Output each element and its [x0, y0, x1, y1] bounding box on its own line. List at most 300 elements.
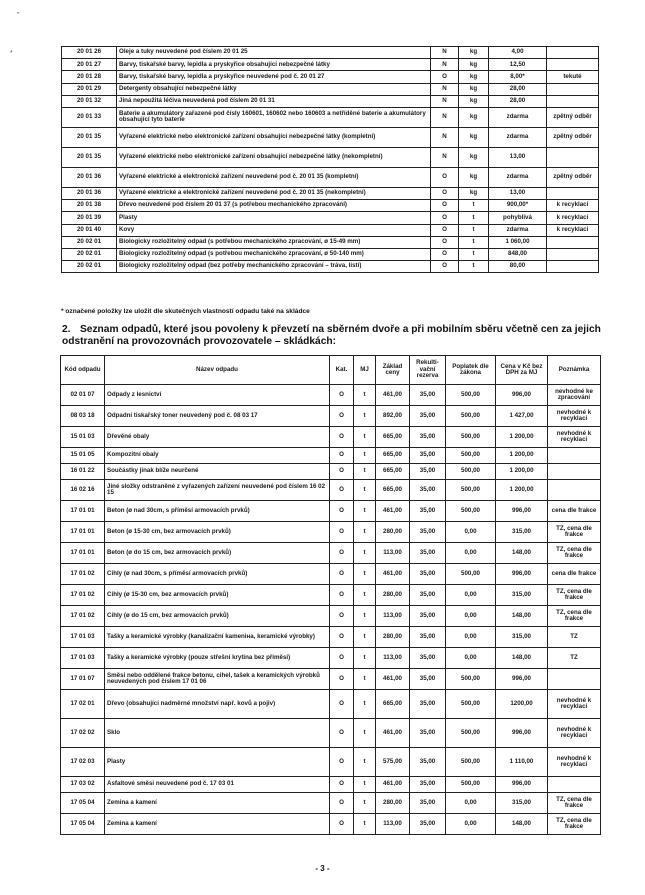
statutory-fee: 500,00 — [446, 480, 496, 501]
table-row — [61, 464, 601, 480]
price-excl-vat: 1 200,00 — [496, 464, 548, 480]
price: 12,50 — [489, 59, 547, 71]
column-header: Název odpadu — [105, 356, 330, 385]
reclamation-reserve: 35,00 — [410, 793, 446, 814]
waste-code: 17 01 01 — [61, 522, 105, 543]
base-price: 665,00 — [376, 480, 410, 501]
statutory-fee: 0,00 — [446, 543, 496, 564]
price-excl-vat: 996,00 — [496, 564, 548, 585]
waste-code: 20 01 35 — [62, 127, 117, 147]
waste-code: 20 01 27 — [62, 59, 117, 71]
table-row — [62, 224, 599, 236]
category: O — [330, 543, 354, 564]
unit: t — [354, 406, 376, 427]
base-price: 665,00 — [376, 464, 410, 480]
reclamation-reserve: 35,00 — [410, 669, 446, 690]
remark — [547, 248, 599, 260]
unit: kg — [459, 107, 489, 127]
table-row — [62, 107, 599, 127]
remark: k recyklaci — [547, 200, 599, 212]
waste-code: 17 01 02 — [61, 606, 105, 627]
table-row — [61, 480, 601, 501]
waste-code: 17 02 01 — [61, 690, 105, 719]
reclamation-reserve: 35,00 — [410, 464, 446, 480]
waste-name: Zemina a kamení — [105, 793, 330, 814]
statutory-fee: 500,00 — [446, 385, 496, 406]
price-excl-vat: 1 427,00 — [496, 406, 548, 427]
unit: t — [459, 261, 489, 273]
statutory-fee: 500,00 — [446, 669, 496, 690]
unit: t — [354, 427, 376, 448]
base-price: 575,00 — [376, 748, 410, 777]
price-excl-vat: 1 110,00 — [496, 748, 548, 777]
statutory-fee: 500,00 — [446, 748, 496, 777]
reclamation-reserve: 35,00 — [410, 690, 446, 719]
waste-code: 17 01 01 — [61, 543, 105, 564]
price: zdarma — [489, 127, 547, 147]
waste-code: 08 03 18 — [61, 406, 105, 427]
waste-code: 20 01 35 — [62, 147, 117, 167]
remark — [547, 59, 599, 71]
remark — [548, 448, 601, 464]
reclamation-reserve: 35,00 — [410, 448, 446, 464]
table-row — [62, 236, 599, 248]
category: O — [431, 261, 459, 273]
waste-name: Cihly (ø do 15 cm, bez armovacích prvků) — [105, 606, 330, 627]
remark: nevhodné k recyklaci — [548, 748, 601, 777]
unit: t — [354, 501, 376, 522]
price-excl-vat: 1200,00 — [496, 690, 548, 719]
unit: kg — [459, 47, 489, 59]
table-row — [61, 501, 601, 522]
waste-name: Detergenty obsahující nebezpečné látky — [117, 83, 431, 95]
category: O — [330, 748, 354, 777]
category: O — [330, 501, 354, 522]
reclamation-reserve: 35,00 — [410, 627, 446, 648]
column-header: Cena v Kč bez DPH za MJ — [496, 356, 548, 385]
statutory-fee: 0,00 — [446, 627, 496, 648]
remark — [547, 261, 599, 273]
waste-name: Plasty — [117, 212, 431, 224]
table-row — [61, 793, 601, 814]
base-price: 113,00 — [376, 543, 410, 564]
remark — [547, 83, 599, 95]
table-row — [62, 248, 599, 260]
remark: TZ, cena dle frakce — [548, 543, 601, 564]
table-row — [61, 585, 601, 606]
category: O — [330, 814, 354, 835]
waste-code: 20 01 33 — [62, 107, 117, 127]
column-header: Základ ceny — [376, 356, 410, 385]
waste-name: Jiné složky odstraněné z vyřazených zařízení neuvedené pod číslem 16 02 15 — [105, 480, 330, 501]
category: O — [330, 406, 354, 427]
statutory-fee: 0,00 — [446, 814, 496, 835]
waste-code: 17 03 02 — [61, 777, 105, 793]
table-row — [61, 814, 601, 835]
price-excl-vat: 315,00 — [496, 585, 548, 606]
remark: cena dle frakce — [548, 501, 601, 522]
table-row — [61, 627, 601, 648]
category: N — [431, 107, 459, 127]
waste-code: 15 01 05 — [61, 448, 105, 464]
table-row — [62, 187, 599, 199]
table-row — [62, 167, 599, 187]
waste-code: 16 02 16 — [61, 480, 105, 501]
reclamation-reserve: 35,00 — [410, 814, 446, 835]
waste-name: Plasty — [105, 748, 330, 777]
price-excl-vat: 996,00 — [496, 385, 548, 406]
remark: TZ — [548, 648, 601, 669]
unit: t — [459, 224, 489, 236]
waste-name: Beton (ø nad 30cm, s příměsí armovacích prvků) — [105, 501, 330, 522]
category: O — [330, 719, 354, 748]
base-price: 280,00 — [376, 627, 410, 648]
waste-name: Barvy, tiskařské barvy, lepidla a pryskyřice neuvedené pod č. 20 01 27 — [117, 71, 431, 83]
base-price: 461,00 — [376, 385, 410, 406]
waste-code: 20 02 01 — [62, 236, 117, 248]
waste-name: Vyřazené elektrické a elektronické zařízení neuvedené pod č. 20 01 35 (nekompletní) — [117, 187, 431, 199]
table-header-row — [61, 356, 601, 385]
category: O — [330, 480, 354, 501]
base-price: 113,00 — [376, 648, 410, 669]
waste-code: 20 01 32 — [62, 95, 117, 107]
waste-code: 20 01 28 — [62, 71, 117, 83]
waste-code: 20 01 29 — [62, 83, 117, 95]
unit: t — [354, 585, 376, 606]
footnote: * označené položky lze uložit dle skutečných vlastností odpadu také na skládce — [61, 308, 310, 315]
reclamation-reserve: 35,00 — [410, 522, 446, 543]
table-row — [61, 543, 601, 564]
waste-name: Součástky jinak blíže neurčené — [105, 464, 330, 480]
price-excl-vat: 1 200,00 — [496, 448, 548, 464]
column-header: Rekulti-vační rezerva — [410, 356, 446, 385]
statutory-fee: 500,00 — [446, 777, 496, 793]
unit: t — [354, 719, 376, 748]
base-price: 461,00 — [376, 501, 410, 522]
table-row — [61, 648, 601, 669]
waste-name: Vyřazené elektrické nebo elektronické zařízení obsahující nebezpečné látky (nekompletní) — [117, 147, 431, 167]
base-price: 461,00 — [376, 719, 410, 748]
category: O — [330, 669, 354, 690]
table-row — [62, 59, 599, 71]
base-price: 280,00 — [376, 585, 410, 606]
waste-name: Zemina a kamení — [105, 814, 330, 835]
statutory-fee: 500,00 — [446, 464, 496, 480]
unit: kg — [459, 167, 489, 187]
category: N — [431, 95, 459, 107]
reclamation-reserve: 35,00 — [410, 501, 446, 522]
price-excl-vat: 148,00 — [496, 606, 548, 627]
category: O — [330, 464, 354, 480]
remark: TZ, cena dle frakce — [548, 585, 601, 606]
remark: TZ, cena dle frakce — [548, 793, 601, 814]
collection-yard-waste-table — [60, 355, 601, 835]
statutory-fee: 500,00 — [446, 690, 496, 719]
table-row — [61, 690, 601, 719]
base-price: 461,00 — [376, 669, 410, 690]
price: 848,00 — [489, 248, 547, 260]
table-row — [61, 606, 601, 627]
reclamation-reserve: 35,00 — [410, 648, 446, 669]
waste-code: 15 01 03 — [61, 427, 105, 448]
column-header: Kód odpadu — [61, 356, 105, 385]
remark: zpětný odběr — [547, 107, 599, 127]
table-row — [61, 448, 601, 464]
unit: kg — [459, 147, 489, 167]
price: 4,00 — [489, 47, 547, 59]
price: zdarma — [489, 107, 547, 127]
remark: nevhodné k recyklaci — [548, 427, 601, 448]
waste-name: Biologicky rozložitelný odpad (bez potřeby mechanického zpracování – tráva, listí) — [117, 261, 431, 273]
remark: k recyklaci — [547, 224, 599, 236]
base-price: 280,00 — [376, 793, 410, 814]
waste-code: 20 01 38 — [62, 200, 117, 212]
unit: kg — [459, 83, 489, 95]
waste-name: Kompozitní obaly — [105, 448, 330, 464]
waste-code: 02 01 07 — [61, 385, 105, 406]
table-row — [61, 719, 601, 748]
waste-name: Jiná nepoužitá léčiva neuvedená pod číslem 20 01 31 — [117, 95, 431, 107]
statutory-fee: 500,00 — [446, 427, 496, 448]
waste-code: 20 01 40 — [62, 224, 117, 236]
waste-code: 20 01 36 — [62, 187, 117, 199]
reclamation-reserve: 35,00 — [410, 777, 446, 793]
table-row — [62, 71, 599, 83]
waste-name: Beton (ø 15-30 cm, bez armovacích prvků) — [105, 522, 330, 543]
category: O — [330, 793, 354, 814]
waste-code: 17 01 02 — [61, 564, 105, 585]
price: 13,00 — [489, 187, 547, 199]
waste-name: Tašky a keramické výrobky (pouze střešní krytina bez příměsí) — [105, 648, 330, 669]
price-excl-vat: 148,00 — [496, 814, 548, 835]
base-price: 665,00 — [376, 690, 410, 719]
category: O — [330, 627, 354, 648]
price-excl-vat: 996,00 — [496, 719, 548, 748]
category: O — [330, 690, 354, 719]
waste-name: Dřevěné obaly — [105, 427, 330, 448]
reclamation-reserve: 35,00 — [410, 385, 446, 406]
waste-code: 20 02 01 — [62, 261, 117, 273]
base-price: 665,00 — [376, 427, 410, 448]
waste-name: Barvy, tiskařské barvy, lepidla a pryskyřice obsahující nebezpečné látky — [117, 59, 431, 71]
waste-name: Biologicky rozložitelný odpad (s potřebou mechanického zpracování, ø 50-140 mm) — [117, 248, 431, 260]
table-row — [61, 522, 601, 543]
table-row — [61, 427, 601, 448]
waste-code: 17 02 02 — [61, 719, 105, 748]
unit: t — [354, 669, 376, 690]
category: N — [431, 47, 459, 59]
price-excl-vat: 315,00 — [496, 627, 548, 648]
waste-code: 20 02 01 — [62, 248, 117, 260]
waste-code: 17 05 04 — [61, 814, 105, 835]
price: 80,00 — [489, 261, 547, 273]
reclamation-reserve: 35,00 — [410, 585, 446, 606]
statutory-fee: 500,00 — [446, 501, 496, 522]
price-excl-vat: 148,00 — [496, 648, 548, 669]
waste-code: 17 01 03 — [61, 648, 105, 669]
remark: cena dle frakce — [548, 564, 601, 585]
price-excl-vat: 1 200,00 — [496, 480, 548, 501]
remark — [547, 95, 599, 107]
base-price: 461,00 — [376, 564, 410, 585]
remark — [547, 147, 599, 167]
remark: TZ, cena dle frakce — [548, 606, 601, 627]
waste-code: 17 01 07 — [61, 669, 105, 690]
table-row — [62, 95, 599, 107]
waste-code: 17 01 02 — [61, 585, 105, 606]
category: N — [431, 127, 459, 147]
statutory-fee: 500,00 — [446, 564, 496, 585]
waste-code: 16 01 22 — [61, 464, 105, 480]
price-excl-vat: 1 200,00 — [496, 427, 548, 448]
unit: t — [354, 793, 376, 814]
price-excl-vat: 315,00 — [496, 522, 548, 543]
category: O — [431, 248, 459, 260]
table-row — [62, 261, 599, 273]
remark: tekuté — [547, 71, 599, 83]
unit: t — [354, 748, 376, 777]
table-row — [62, 127, 599, 147]
remark — [547, 236, 599, 248]
category: O — [330, 606, 354, 627]
reclamation-reserve: 35,00 — [410, 748, 446, 777]
unit: t — [354, 690, 376, 719]
category: N — [431, 83, 459, 95]
price: 28,00 — [489, 83, 547, 95]
remark: zpětný odběr — [547, 167, 599, 187]
category: O — [330, 648, 354, 669]
category: O — [431, 212, 459, 224]
price: pohyblivá — [489, 212, 547, 224]
table-row — [62, 147, 599, 167]
waste-name: Biologicky rozložitelný odpad (s potřebou mechanického zpracování, ø 15-49 mm) — [117, 236, 431, 248]
price: 900,00* — [489, 200, 547, 212]
unit: t — [459, 200, 489, 212]
statutory-fee: 0,00 — [446, 793, 496, 814]
waste-name: Směsi nebo oddělené frakce betonu, cihel, tašek a keramických výrobků neuvedených pod číslem 17 01 06 — [105, 669, 330, 690]
table-row — [62, 83, 599, 95]
column-header: Poznámka — [548, 356, 601, 385]
statutory-fee: 0,00 — [446, 522, 496, 543]
unit: t — [354, 480, 376, 501]
unit: t — [354, 564, 376, 585]
base-price: 113,00 — [376, 606, 410, 627]
category: O — [330, 777, 354, 793]
column-header: MJ — [354, 356, 376, 385]
statutory-fee: 500,00 — [446, 406, 496, 427]
waste-code: 20 01 36 — [62, 167, 117, 187]
unit: kg — [459, 71, 489, 83]
waste-name: Cihly (ø 15-30 cm, bez armovacích prvků) — [105, 585, 330, 606]
page-number: - 3 - — [315, 864, 330, 873]
category: O — [431, 187, 459, 199]
reclamation-reserve: 35,00 — [410, 406, 446, 427]
waste-name: Odpadní tiskařský toner neuvedený pod č. 08 03 17 — [105, 406, 330, 427]
waste-code: 20 01 26 — [62, 47, 117, 59]
table-row — [62, 47, 599, 59]
waste-code: 17 02 03 — [61, 748, 105, 777]
unit: t — [354, 648, 376, 669]
table-row — [61, 564, 601, 585]
category: N — [431, 147, 459, 167]
column-header: Kat. — [330, 356, 354, 385]
unit: t — [354, 777, 376, 793]
category: O — [330, 427, 354, 448]
margin-mark: * — [10, 50, 13, 57]
waste-name: Asfaltové směsi neuvedené pod č. 17 03 01 — [105, 777, 330, 793]
waste-name: Tašky a keramické výrobky (kanalizační kameniна, keramické výrobky) — [105, 627, 330, 648]
unit: t — [354, 448, 376, 464]
unit: t — [354, 464, 376, 480]
unit: t — [354, 543, 376, 564]
remark: TZ, cena dle frakce — [548, 522, 601, 543]
table-row — [62, 200, 599, 212]
category: O — [431, 167, 459, 187]
remark — [548, 669, 601, 690]
price: 1 060,00 — [489, 236, 547, 248]
category: O — [330, 385, 354, 406]
waste-name: Kovy — [117, 224, 431, 236]
remark: nevhodné k recyklaci — [548, 406, 601, 427]
section-title: Seznam odpadů, které jsou povoleny k převzetí na sběrném dvoře a při mobilním sběru včetně cen za jejich odstranění na provozovnách provozovatele – skládkách: — [62, 324, 601, 347]
price-excl-vat: 315,00 — [496, 793, 548, 814]
section-number: 2. — [62, 324, 71, 335]
table-row — [61, 669, 601, 690]
section-heading — [62, 324, 602, 347]
price-excl-vat: 148,00 — [496, 543, 548, 564]
base-price: 113,00 — [376, 814, 410, 835]
category: O — [431, 236, 459, 248]
reclamation-reserve: 35,00 — [410, 606, 446, 627]
remark: k recyklaci — [547, 212, 599, 224]
margin-mark: " — [17, 12, 20, 19]
waste-code: 17 05 04 — [61, 793, 105, 814]
waste-name: Vyřazené elektrické a elektronické zařízení neuvedené pod č. 20 01 35 (kompletní) — [117, 167, 431, 187]
category: O — [330, 585, 354, 606]
waste-name: Oleje a tuky neuvedené pod číslem 20 01 25 — [117, 47, 431, 59]
unit: t — [354, 606, 376, 627]
table-row — [61, 748, 601, 777]
unit: t — [354, 385, 376, 406]
statutory-fee: 0,00 — [446, 585, 496, 606]
remark: TZ, cena dle frakce — [548, 814, 601, 835]
column-header: Poplatek dle zákona — [446, 356, 496, 385]
unit: t — [459, 236, 489, 248]
category: O — [431, 200, 459, 212]
unit: kg — [459, 187, 489, 199]
waste-code: 17 01 01 — [61, 501, 105, 522]
price-excl-vat: 996,00 — [496, 777, 548, 793]
reclamation-reserve: 35,00 — [410, 480, 446, 501]
remark — [547, 187, 599, 199]
waste-name: Beton (ø do 15 cm, bez armovacích prvků) — [105, 543, 330, 564]
remark — [548, 464, 601, 480]
category: O — [330, 448, 354, 464]
price: 28,00 — [489, 95, 547, 107]
unit: kg — [459, 59, 489, 71]
waste-code: 17 01 03 — [61, 627, 105, 648]
waste-name: Cihly (ø nad 30cm, s příměsí armovacích prvků) — [105, 564, 330, 585]
table-row — [61, 777, 601, 793]
unit: kg — [459, 127, 489, 147]
reclamation-reserve: 35,00 — [410, 543, 446, 564]
price: 8,00* — [489, 71, 547, 83]
unit: t — [459, 212, 489, 224]
unit: t — [354, 814, 376, 835]
remark — [547, 47, 599, 59]
table-body — [61, 385, 601, 835]
remark: TZ — [548, 627, 601, 648]
